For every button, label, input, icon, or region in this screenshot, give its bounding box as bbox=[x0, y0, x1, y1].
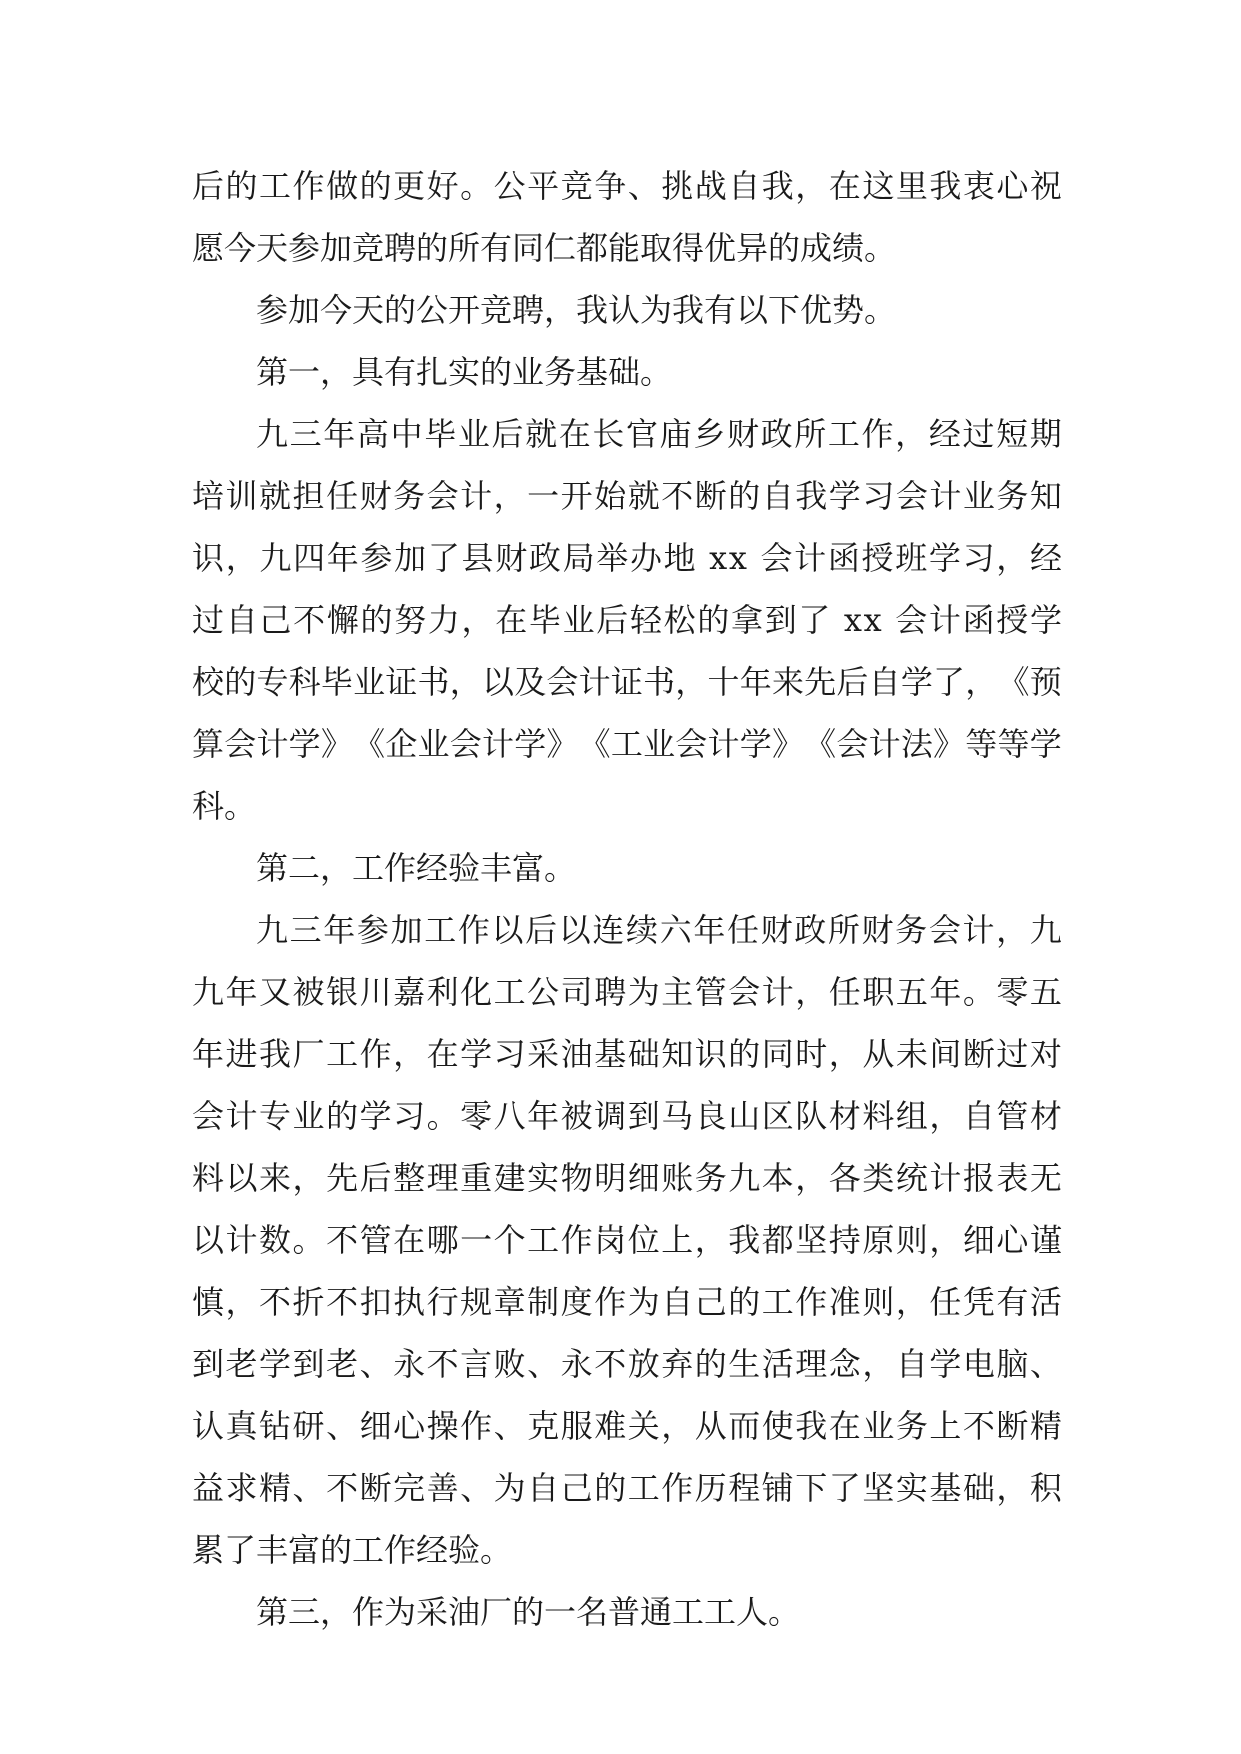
paragraph-line: 以 计 数 。 不 管 在 哪 一 个 工 作 岗 位 上 ， 我 都 坚 持 原 则 ， 细 心 谨 bbox=[192, 1221, 1062, 1259]
paragraph-line: 后 的 工 作 做 的 更 好 。 公 平 竞 争 、 挑 战 自 我 ， 在 这 里 我 衷 心 祝 bbox=[192, 167, 1062, 205]
paragraph-line: 年 进 我 厂 工 作 ， 在 学 习 采 油 基 础 知 识 的 同 时 ， 从 未 间 断 过 对 bbox=[192, 1035, 1062, 1073]
paragraph-line: 校 的 专 科 毕 业 证 书 ， 以 及 会 计 证 书 ， 十 年 来 先 后 自 学 了 ， 《 预 bbox=[192, 663, 1062, 701]
paragraph-line: 会 计 专 业 的 学 习 。 零 八 年 被 调 到 马 良 山 区 队 材 料 组 ， 自 管 材 bbox=[192, 1097, 1062, 1135]
paragraph-line: 益 求 精 、 不 断 完 善 、 为 自 己 的 工 作 历 程 铺 下 了 坚 实 基 础 ， 积 bbox=[192, 1469, 1062, 1507]
section-heading: 第二，工作经验丰富。 bbox=[256, 849, 577, 887]
section-heading: 第三，作为采油厂的一名普通工工人。 bbox=[256, 1593, 801, 1631]
paragraph-line: 认 真 钻 研 、 细 心 操 作 、 克 服 难 关 ， 从 而 使 我 在 业 务 上 不 断 精 bbox=[192, 1407, 1062, 1445]
paragraph-line: 慎 ， 不 折 不 扣 执 行 规 章 制 度 作 为 自 己 的 工 作 准 则 ， 任 凭 有 活 bbox=[192, 1283, 1062, 1321]
paragraph-line: 算 会 计 学 》 《 企 业 会 计 学 》 《 工 业 会 计 学 》 《 会 计 法 》 等 等 学 bbox=[192, 725, 1062, 763]
paragraph-line: 九 三 年 参 加 工 作 以 后 以 连 续 六 年 任 财 政 所 财 务 会 计 ， 九 bbox=[256, 911, 1062, 949]
paragraph-line: 识 ， 九 四 年 参 加 了 县 财 政 局 举 办 地 x x 会 计 函 授 班 学 习 ， 经 bbox=[192, 539, 1062, 577]
document-body bbox=[192, 155, 1062, 1643]
paragraph-line: 培 训 就 担 任 财 务 会 计 ， 一 开 始 就 不 断 的 自 我 学 习 会 计 业 务 知 bbox=[192, 477, 1062, 515]
paragraph-line: 累了丰富的工作经验。 bbox=[192, 1531, 513, 1569]
paragraph-line: 参加今天的公开竞聘，我认为我有以下优势。 bbox=[256, 291, 897, 329]
paragraph-line: 料 以 来 ， 先 后 整 理 重 建 实 物 明 细 账 务 九 本 ， 各 类 统 计 报 表 无 bbox=[192, 1159, 1062, 1197]
paragraph-line: 过 自 己 不 懈 的 努 力 ， 在 毕 业 后 轻 松 的 拿 到 了 x x 会 计 函 授 学 bbox=[192, 601, 1062, 639]
paragraph-line: 科。 bbox=[192, 787, 257, 825]
paragraph-line: 九 三 年 高 中 毕 业 后 就 在 长 官 庙 乡 财 政 所 工 作 ， 经 过 短 期 bbox=[256, 415, 1062, 453]
paragraph-line: 到 老 学 到 老 、 永 不 言 败 、 永 不 放 弃 的 生 活 理 念 ， 自 学 电 脑 、 bbox=[192, 1345, 1062, 1383]
paragraph-line: 九 年 又 被 银 川 嘉 利 化 工 公 司 聘 为 主 管 会 计 ， 任 职 五 年 。 零 五 bbox=[192, 973, 1062, 1011]
section-heading: 第一，具有扎实的业务基础。 bbox=[256, 353, 673, 391]
paragraph-line: 愿今天参加竞聘的所有同仁都能取得优异的成绩。 bbox=[192, 229, 897, 267]
